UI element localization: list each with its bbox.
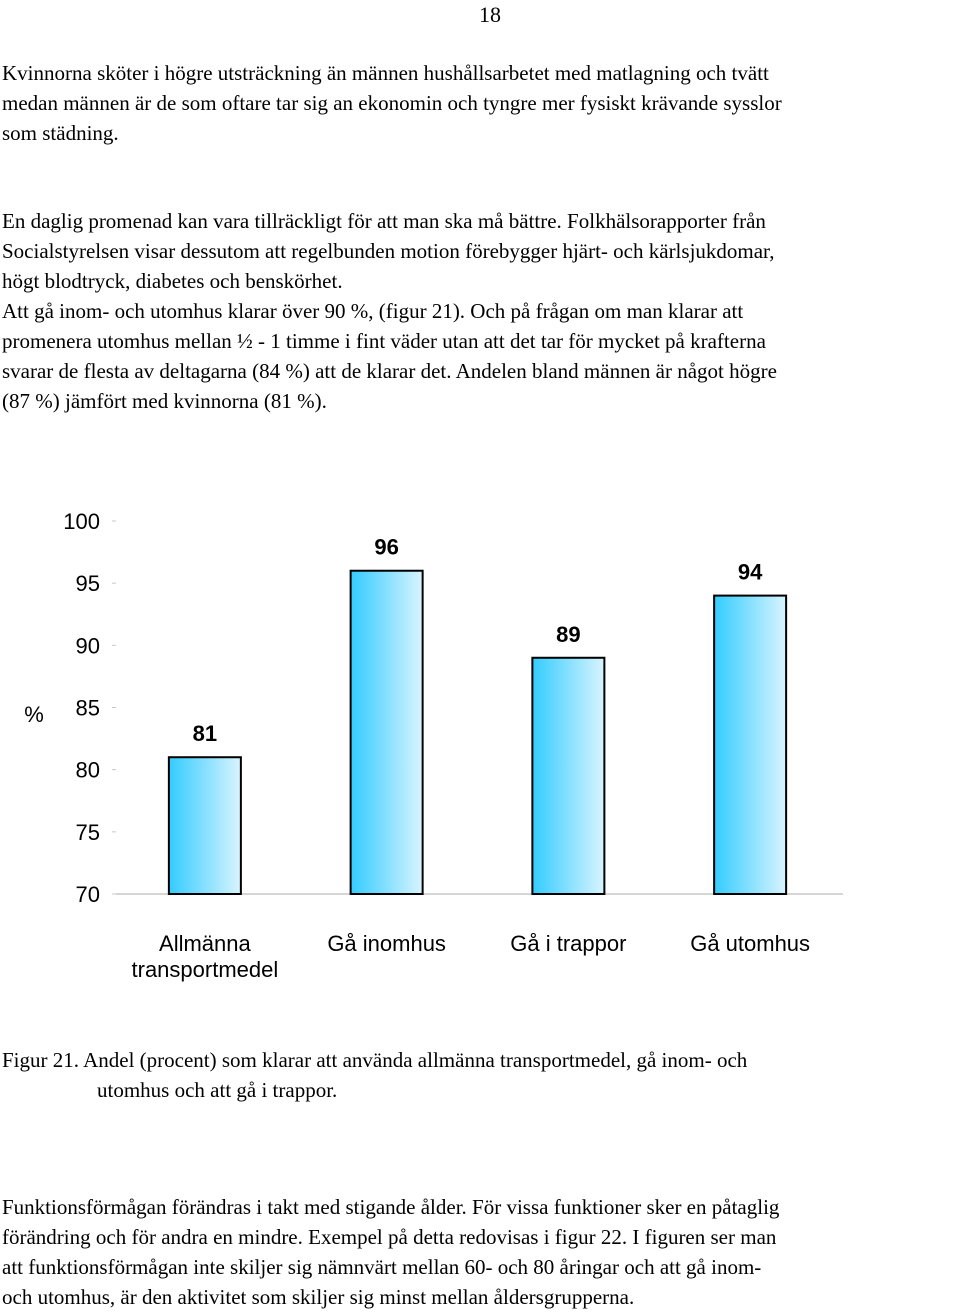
text-line: svarar de flesta av deltagarna (84 %) att de klarar det. Andelen bland männen är något högre	[2, 359, 777, 383]
figure-caption	[2, 1045, 958, 1105]
text-line: högt blodtryck, diabetes och benskörhet.	[2, 269, 343, 293]
y-tick-label: 95	[75, 571, 100, 597]
text-line: Funktionsförmågan förändras i takt med stigande ålder. För vissa funktioner sker en påtaglig	[2, 1195, 780, 1219]
bar-4	[714, 596, 786, 894]
text-line: förändring och för andra en mindre. Exempel på detta redovisas i figur 22. I figuren ser man	[2, 1225, 777, 1249]
y-tick-label: 80	[75, 757, 100, 783]
y-tick-label: 75	[75, 819, 100, 845]
page-number: 18	[479, 2, 501, 27]
text-line: som städning.	[2, 121, 119, 145]
category-label: Gå utomhus	[690, 931, 811, 956]
y-tick-label: 85	[75, 695, 100, 721]
paragraph-walking	[2, 206, 960, 416]
category-label: Allmänna	[159, 931, 251, 956]
figure-21-bar-chart	[0, 490, 960, 990]
text-line: En daglig promenad kan vara tillräckligt för att man ska må bättre. Folkhälsorapporter från	[2, 209, 766, 233]
paragraph-household	[2, 58, 960, 148]
bar-value-label: 89	[556, 621, 581, 647]
text-line: promenera utomhus mellan ½ - 1 timme i fint väder utan att det tar för mycket på krafterna	[2, 329, 766, 353]
text-line: att funktionsförmågan inte skiljer sig nämnvärt mellan 60- och 80 åringar och att gå inom-	[2, 1255, 762, 1279]
y-axis-label: %	[24, 702, 44, 727]
caption-line: Figur 21. Andel (procent) som klarar att använda allmänna transportmedel, gå inom- och	[2, 1048, 748, 1072]
bar-1	[169, 757, 241, 894]
category-label: Gå inomhus	[327, 931, 446, 956]
bar-value-label: 81	[192, 721, 218, 747]
caption-line: utomhus och att gå i trappor.	[97, 1078, 338, 1102]
category-label: transportmedel	[131, 957, 279, 982]
text-line: Att gå inom- och utomhus klarar över 90 %, (figur 21). Och på frågan om man klarar att	[2, 299, 744, 323]
text-line: och utomhus, är den aktivitet som skiljer sig minst mellan åldersgrupperna.	[2, 1285, 635, 1309]
bar-value-label: 96	[374, 534, 399, 560]
bar-2	[351, 571, 423, 894]
text-line: medan männen är de som oftare tar sig an ekonomin och tyngre mer fysiskt krävande sysslor	[2, 91, 782, 115]
y-tick-label: 90	[75, 633, 100, 659]
bar-3	[532, 658, 604, 894]
text-line: (87 %) jämfört med kvinnorna (81 %).	[2, 389, 327, 413]
category-label: Gå i trappor	[510, 931, 627, 956]
text-line: Socialstyrelsen visar dessutom att regelbunden motion förebygger hjärt- och kärlsjukdomar,	[2, 239, 775, 263]
y-tick-label: 70	[75, 882, 100, 907]
text-line: Kvinnorna sköter i högre utsträckning än männen hushållsarbetet med matlagning och tvätt	[2, 61, 769, 85]
y-tick-label: 100	[63, 509, 100, 534]
bar-value-label: 94	[737, 559, 763, 585]
paragraph-function	[2, 1192, 960, 1312]
